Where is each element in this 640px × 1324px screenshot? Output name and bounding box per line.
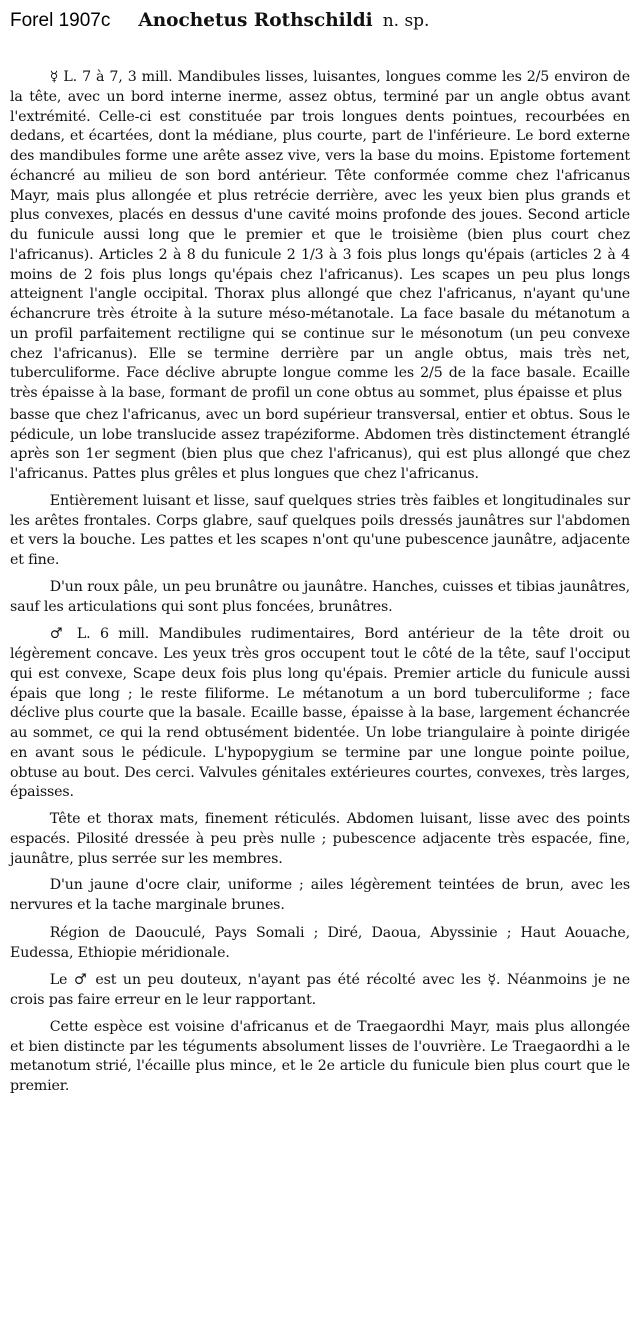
paragraph-comparison: Cette espèce est voisine d'africanus et de Traegaordhi Mayr, mais plus allongée et bien distincte par les téguments absolument lisses de l'ouvrière. Le Traegaordhi a le metanotum strié, l'écaille plus mince, et le 2e article du funicule bien plus court que le premier.: [10, 1018, 630, 1094]
paragraph-male-note: Le ♂ est un peu douteux, n'ayant pas été récolté avec les ☿. Néanmoins je ne crois pas faire erreur en le leur rapportant.: [10, 972, 630, 1008]
paragraph-worker-description: ☿ L. 7 à 7, 3 mill. Mandibules lisses, luisantes, longues comme les 2/5 environ de la tête, avec un bord interne inerme, assez obtus, terminé par un angle obtus avant l'extrémité. Celle-ci est constituée par trois longues dents pointues, recourbées en dedans, et écartées, dont la médiane, plus courte, part de l'inférieure. Le bord externe des mandibules forme une arête assez vive, vers la base du moins. Epistome fortement échancré au milieu de son bord antérieur. Tête conformée comme chez l'africanus Mayr, mais plus allongée et plus retrécie derrière, avec les yeux bien plus grands et plus convexes, placés en dessus d'une cavité moins profonde des joues. Second article du funicule aussi long que le premier et que le troisième (bien plus court chez l'africanus). Articles 2 à 8 du funicule 2 1/3 à 3 fois plus longs qu'épais (articles 2 à 4 moins de 2 fois plus longs qu'épais chez l'africanus). Les scapes un peu plus longs atteignent l'angle occipital. Thorax plus allongé que chez l'africanus, n'ayant qu'une échancrure très étroite à la suture méso-métanotale. La face basale du métanotum a un profil parfaitement rectiligne qui se continue sur le mésonotum (un peu convexe chez l'africanus). Elle se termine derrière par un angle obtus, mais très net, tuberculiforme. Face déclive abrupte longue comme les 2/5 de la face basale. Ecaille très épaisse à la base, formant de profil un cone obtus au sommet, plus épaisse et plus: [10, 69, 630, 401]
page-header: [10, 10, 630, 40]
paragraph-worker-continued: basse que chez l'africanus, avec un bord supérieur transversal, entier et obtus. Sous le pédicule, un lobe translucide assez trapéziforme. Abdomen très distinctement étranglé après son 1er segment (bien plus que chez l'africanus), qui est plus allongé que chez l'africanus. Pattes plus grêles et plus longues que chez l'africanus.: [10, 406, 630, 482]
paragraph-worker-sculpture: Entièrement luisant et lisse, sauf quelques stries très faibles et longitudinales sur les arêtes frontales. Corps glabre, sauf quelques poils dressés jaunâtres sur l'abdomen et vers la bouche. Les pattes et les scapes n'ont qu'une pubescence jaunâtre, adjacente et fine.: [10, 492, 630, 568]
new-species-marker: n. sp.: [382, 11, 430, 31]
paragraph-worker-color: D'un roux pâle, un peu brunâtre ou jaunâtre. Hanches, cuisses et tibias jaunâtres, sauf les articulations qui sont plus foncées, brunâtres.: [10, 578, 630, 615]
paragraph-male-sculpture: Tête et thorax mats, finement réticulés. Abdomen luisant, lisse avec des points espacés. Pilosité dressée à peu près nulle ; pubescence adjacente très espacée, fine, jaunâtre, plus serrée sur les membres.: [10, 811, 630, 867]
species-title: Anochetus Rothschildi: [138, 10, 373, 31]
paragraph-male-color: D'un jaune d'ocre clair, uniforme ; ailes légèrement teintées de brun, avec les nervures et la tache marginale brunes.: [10, 877, 630, 913]
paragraph-male-description: ♂ L. 6 mill. Mandibules rudimentaires, Bord antérieur de la tête droit ou légèrement concave. Les yeux très gros occupent tout le côté de la tête, sauf l'occiput qui est convexe, Scape deux fois plus long qu'épais. Premier article du funicule aussi épais que long ; le reste filiforme. Le métanotum a un bord tuberculiforme ; face déclive plus courte que la basale. Ecaille basse, épaisse à la base, largement échancrée au sommet, ce qui la rend obtusément bidentée. Un lobe triangulaire à pointe dirigée en avant sous le pédicule. L'hypopygium se termine par une longue pointe poilue, obtuse au bout. Des cerci. Valvules génitales extérieures courtes, convexes, très larges, épaisses.: [10, 626, 630, 801]
paragraph-locality: Région de Daouculé, Pays Somali ; Diré, Daoua, Abyssinie ; Haut Aouache, Eudessa, Ethiopie méridionale.: [10, 924, 630, 961]
citation-label: Forel 1907c: [10, 10, 111, 31]
body-text: [10, 68, 630, 1097]
